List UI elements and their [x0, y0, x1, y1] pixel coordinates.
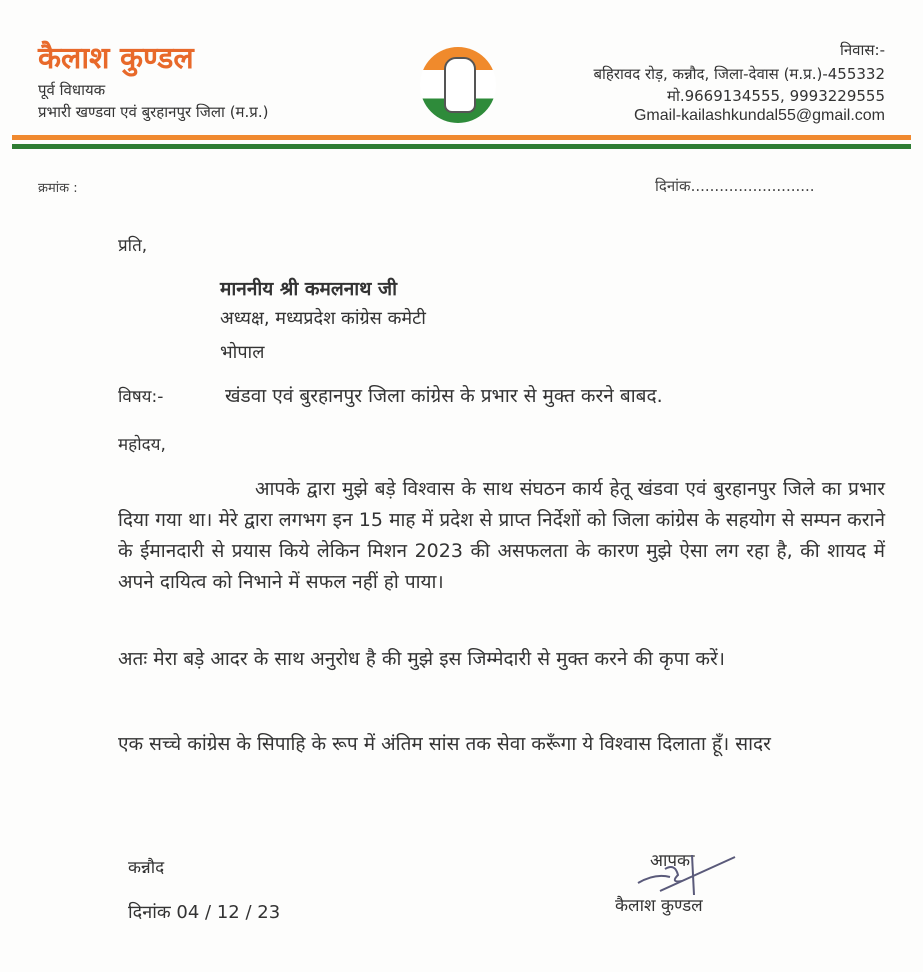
letter-date: दिनांक 04 / 12 / 23	[128, 902, 281, 923]
signature-scribble	[630, 855, 740, 895]
sender-phone: मो.9669134555, 9993229555	[666, 87, 885, 105]
saffron-divider	[12, 135, 911, 140]
salutation: महोदय,	[118, 435, 166, 455]
body-paragraph-2: अतः मेरा बड़े आदर के साथ अनुरोध है की मुझे इस जिम्मेदारी से मुक्त करने की कृपा करें।	[118, 648, 725, 670]
green-divider	[12, 144, 911, 149]
to-label: प्रति,	[118, 236, 148, 256]
recipient-city: भोपाल	[220, 342, 265, 363]
hand-icon	[444, 57, 476, 113]
sender-designation: पूर्व विधायक	[38, 81, 106, 99]
place: कन्नौद	[128, 858, 165, 878]
sender-charge: प्रभारी खण्डवा एवं बुरहानपुर जिला (म.प्र.)	[38, 103, 269, 121]
residence-label: निवास:-	[839, 41, 885, 59]
signatory-name: कैलाश कुण्डल	[615, 896, 703, 916]
sender-address: बहिरावद रोड़, कन्नौद, जिला-देवास (म.प्र.)-455332	[593, 65, 885, 83]
reference-label: क्रमांक :	[38, 181, 78, 196]
congress-hand-logo	[420, 47, 496, 123]
subject-text: खंडवा एवं बुरहानपुर जिला कांग्रेस के प्रभार से मुक्त करने बाबद.	[225, 385, 663, 407]
recipient-title: अध्यक्ष, मध्यप्रदेश कांग्रेस कमेटी	[220, 308, 426, 329]
sender-email: Gmail-kailashkundal55@gmail.com	[633, 107, 885, 124]
date-label: दिनांक..........................	[655, 177, 815, 195]
recipient-name: माननीय श्री कमलनाथ जी	[220, 278, 397, 300]
subject-label: विषय:-	[118, 387, 164, 407]
body-paragraph-3: एक सच्चे कांग्रेस के सिपाहि के रूप में अंतिम सांस तक सेवा करूँगा ये विश्वास दिलाता हूँ। सादर	[118, 733, 771, 755]
closing: आपका	[650, 851, 695, 871]
sender-name: कैलाश कुण्डल	[38, 41, 194, 76]
body-paragraph-1: आपके द्वारा मुझे बड़े विश्वास के साथ संघठन कार्य हेतू खंडवा एवं बुरहानपुर जिले का प्रभार दिया गया था। मेरे द्वारा लगभग इन 15 माह में प्रदेश से प्राप्त निर्देशों को जिला कांग्रेस के सहयोग से सम्पन कराने के ईमानदारी से प्रयास किये लेकिन मिशन 2023 की असफलता के कारण मुझे ऐसा लग रहा है, की शायद में अपने दायित्व को निभाने में सफल नहीं हो पाया।	[118, 478, 885, 593]
